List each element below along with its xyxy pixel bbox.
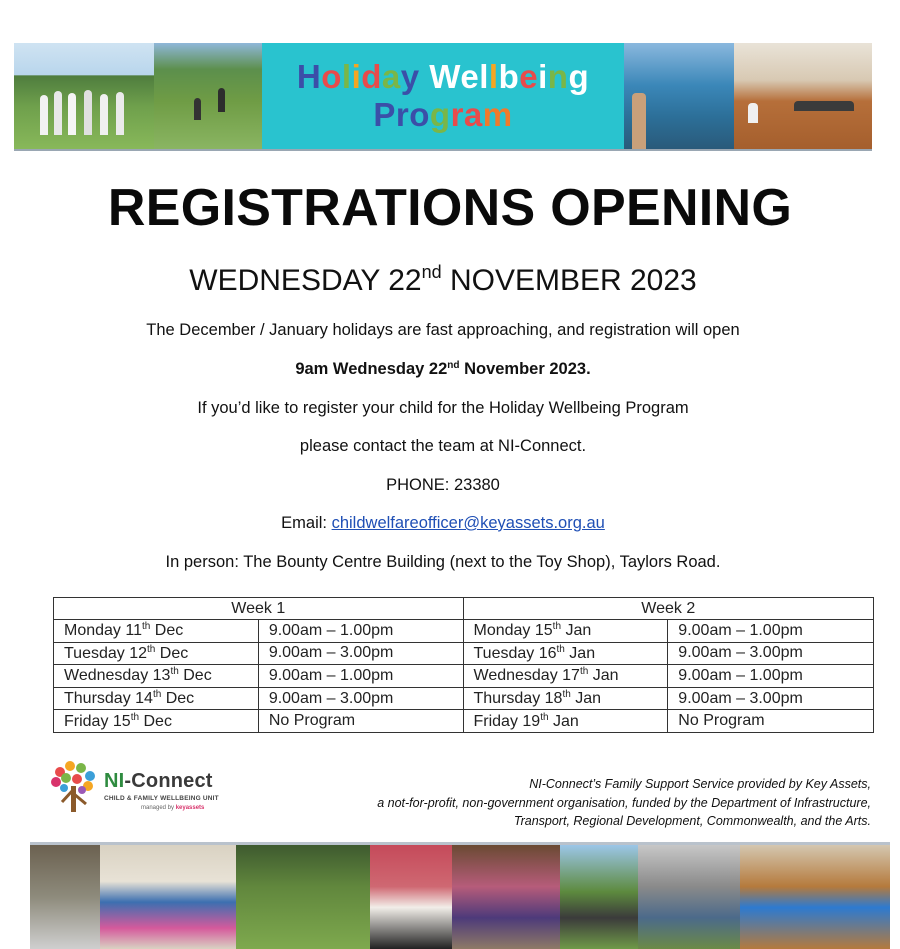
title-letter: d bbox=[361, 58, 382, 96]
title-letter: W bbox=[429, 58, 461, 96]
title-letter: l bbox=[341, 58, 352, 96]
register-text-line2: please contact the team at NI-Connect. bbox=[299, 437, 587, 455]
tree-logo-icon bbox=[46, 756, 102, 814]
strip-photo-8 bbox=[740, 845, 890, 949]
title-letter: r bbox=[395, 96, 410, 133]
intro-text: The December / January holidays are fast approaching, and registration will open bbox=[146, 321, 740, 339]
week1-time-cell: No Program bbox=[258, 710, 463, 733]
week2-time-cell: 9.00am – 1.00pm bbox=[668, 620, 874, 643]
week1-header: Week 1 bbox=[54, 598, 464, 620]
phone-number: PHONE: 23380 bbox=[386, 476, 500, 494]
week2-day-cell: Monday 15th Jan bbox=[463, 620, 668, 643]
title-letter: e bbox=[519, 58, 539, 96]
week1-day-cell: Wednesday 13th Dec bbox=[54, 665, 259, 688]
table-row bbox=[54, 620, 874, 643]
week2-header: Week 2 bbox=[463, 598, 874, 620]
title-letter: P bbox=[373, 96, 396, 133]
open-time: 9am Wednesday 22nd November 2023. bbox=[295, 360, 591, 378]
register-text-line1: If you’d like to register your child for the Holiday Wellbeing Program bbox=[197, 399, 689, 417]
week1-time-cell: 9.00am – 3.00pm bbox=[258, 642, 463, 665]
week2-day-cell: Friday 19th Jan bbox=[463, 710, 668, 733]
table-row bbox=[54, 665, 874, 688]
title-letter: H bbox=[296, 58, 322, 96]
registration-date: WEDNESDAY 22nd NOVEMBER 2023 bbox=[189, 262, 697, 297]
email-link[interactable]: childwelfareofficer@keyassets.org.au bbox=[331, 514, 605, 532]
header-banner bbox=[14, 43, 872, 151]
title-letter: e bbox=[460, 58, 480, 96]
title-letter: o bbox=[409, 96, 430, 133]
program-title-line1 bbox=[297, 58, 589, 96]
week1-day-cell: Tuesday 12th Dec bbox=[54, 642, 259, 665]
week2-time-cell: 9.00am – 1.00pm bbox=[668, 665, 874, 688]
banner-photo-hillside bbox=[154, 43, 262, 149]
title-letter: i bbox=[351, 58, 362, 96]
title-letter bbox=[420, 58, 430, 95]
email-line bbox=[0, 514, 886, 533]
in-person-location: In person: The Bounty Centre Building (next to the Toy Shop), Taylors Road. bbox=[165, 553, 721, 571]
strip-photo-4 bbox=[370, 845, 452, 949]
logo-subtitle: CHILD & FAMILY WELLBEING UNIT bbox=[104, 795, 219, 802]
ni-connect-logo bbox=[46, 756, 236, 816]
title-letter: o bbox=[321, 58, 342, 96]
program-title-line2 bbox=[373, 96, 512, 134]
photo-strip bbox=[30, 842, 890, 949]
title-letter: g bbox=[568, 58, 590, 96]
title-letter: i bbox=[538, 58, 548, 96]
strip-photo-5 bbox=[452, 845, 560, 949]
week1-time-cell: 9.00am – 1.00pm bbox=[258, 665, 463, 688]
table-row bbox=[54, 642, 874, 665]
title-letter: b bbox=[498, 58, 520, 96]
week2-time-cell: 9.00am – 3.00pm bbox=[668, 642, 874, 665]
week1-time-cell: 9.00am – 1.00pm bbox=[258, 620, 463, 643]
title-letter: n bbox=[547, 58, 569, 96]
banner-photo-children-field bbox=[14, 43, 154, 149]
title-letter: y bbox=[400, 58, 420, 96]
week1-day-cell: Monday 11th Dec bbox=[54, 620, 259, 643]
title-letter: l bbox=[479, 58, 489, 96]
funding-statement: NI-Connect’s Family Support Service provided by Key Assets, a not-for-profit, non-government organisation, funded by the Department of Infrastructure, Transport, Regional Development, Commonwealth, and the Arts. bbox=[377, 777, 871, 828]
page-title: REGISTRATIONS OPENING bbox=[107, 179, 793, 237]
week2-day-cell: Tuesday 16th Jan bbox=[463, 642, 668, 665]
strip-photo-6 bbox=[560, 845, 638, 949]
banner-photo-ocean bbox=[624, 43, 734, 149]
title-letter: g bbox=[429, 96, 451, 133]
title-letter: r bbox=[450, 96, 464, 133]
schedule-table bbox=[53, 597, 874, 733]
email-label: Email: bbox=[281, 514, 332, 532]
strip-photo-3 bbox=[236, 845, 370, 949]
strip-photo-2 bbox=[100, 845, 236, 949]
title-letter: a bbox=[381, 58, 401, 96]
title-letter: m bbox=[482, 96, 513, 133]
week2-day-cell: Wednesday 17th Jan bbox=[463, 665, 668, 688]
program-title-panel bbox=[262, 43, 624, 149]
week2-time-cell: No Program bbox=[668, 710, 874, 733]
table-row bbox=[54, 710, 874, 733]
table-header-row bbox=[54, 598, 874, 620]
strip-photo-1 bbox=[30, 845, 100, 949]
title-letter: a bbox=[463, 96, 483, 133]
strip-photo-7 bbox=[638, 845, 740, 949]
week2-time-cell: 9.00am – 3.00pm bbox=[668, 687, 874, 710]
week1-time-cell: 9.00am – 3.00pm bbox=[258, 687, 463, 710]
week2-day-cell: Thursday 18th Jan bbox=[463, 687, 668, 710]
week1-day-cell: Friday 15th Dec bbox=[54, 710, 259, 733]
title-letter: l bbox=[488, 58, 499, 96]
logo-wordmark: NI-Connect bbox=[104, 770, 213, 792]
table-row bbox=[54, 687, 874, 710]
banner-photo-hall bbox=[734, 43, 872, 149]
logo-managed-by: managed by keyassets bbox=[141, 805, 205, 811]
week1-day-cell: Thursday 14th Dec bbox=[54, 687, 259, 710]
